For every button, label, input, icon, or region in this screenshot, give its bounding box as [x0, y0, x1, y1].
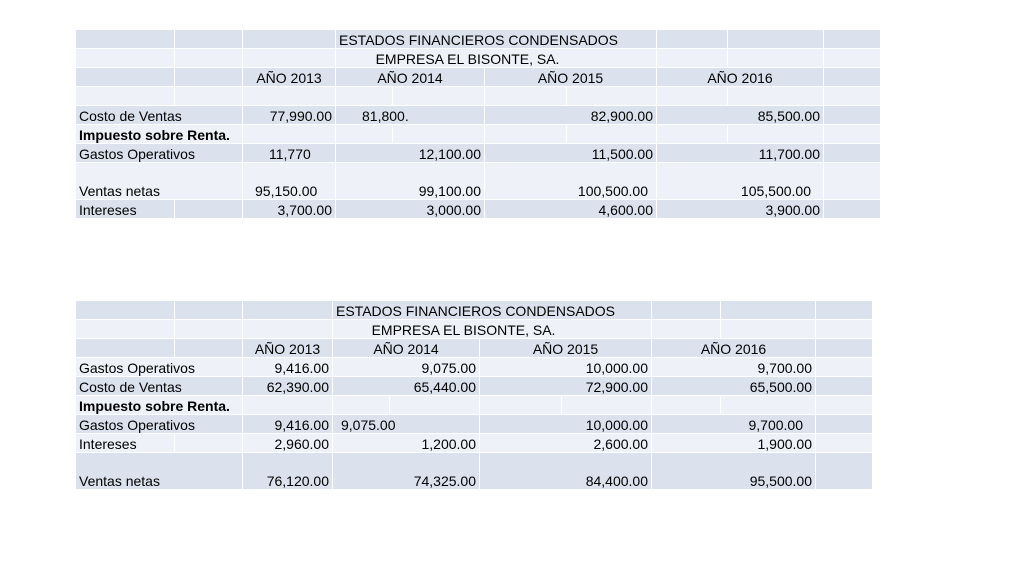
value-cell: 62,390.00 — [243, 377, 333, 396]
company-name: EMPRESA EL BISONTE, SA. — [336, 49, 657, 68]
table-row — [76, 415, 873, 434]
value-cell: 11,770 — [243, 144, 336, 163]
year-header: AÑO 2014 — [336, 68, 485, 87]
value-cell: 72,900.00 — [480, 377, 652, 396]
statement-title: ESTADOS FINANCIEROS CONDENSADOS — [336, 30, 657, 49]
table-row — [76, 144, 881, 163]
company-row — [76, 49, 881, 68]
row-label: Ventas netas — [76, 453, 243, 490]
row-label: Costo de Ventas — [76, 106, 243, 125]
year-header: AÑO 2013 — [243, 68, 336, 87]
value-cell: 10,000.00 — [480, 415, 652, 434]
value-cell: 9,416.00 — [243, 415, 333, 434]
value-cell: 4,600.00 — [485, 200, 657, 219]
year-header: AÑO 2013 — [243, 339, 333, 358]
row-label: Gastos Operativos — [76, 144, 243, 163]
value-cell: 9,075.00 — [333, 358, 480, 377]
row-label: Impuesto sobre Renta. — [76, 125, 243, 144]
value-cell: 84,400.00 — [480, 453, 652, 490]
statement-title: ESTADOS FINANCIEROS CONDENSADOS — [333, 301, 652, 320]
value-cell: 9,700.00 — [652, 415, 816, 434]
year-header: AÑO 2016 — [657, 68, 824, 87]
value-cell: 1,200.00 — [333, 434, 480, 453]
value-cell: 105,500.00 — [657, 163, 824, 200]
table-row — [76, 377, 873, 396]
value-cell: 2,600.00 — [480, 434, 652, 453]
value-cell: 3,900.00 — [657, 200, 824, 219]
year-header: AÑO 2015 — [485, 68, 657, 87]
value-cell: 9,700.00 — [652, 358, 816, 377]
value-cell: 100,500.00 — [485, 163, 657, 200]
table-row — [76, 106, 881, 125]
value-cell: 3,700.00 — [243, 200, 336, 219]
value-cell: 81,800. — [336, 106, 485, 125]
financial-statement-table-2 — [75, 300, 873, 490]
value-cell: 10,000.00 — [480, 358, 652, 377]
company-row — [76, 320, 873, 339]
table-row — [76, 396, 873, 415]
value-cell: 12,100.00 — [336, 144, 485, 163]
value-cell: 2,960.00 — [243, 434, 333, 453]
years-header-row — [76, 68, 881, 87]
year-header: AÑO 2016 — [652, 339, 816, 358]
table-row — [76, 125, 881, 144]
table-row — [76, 358, 873, 377]
year-header: AÑO 2014 — [333, 339, 480, 358]
value-cell: 9,075.00 — [333, 415, 480, 434]
table-row — [76, 200, 881, 219]
row-label: Ventas netas — [76, 163, 243, 200]
value-cell: 95,150.00 — [243, 163, 336, 200]
financial-statement-table-1 — [75, 29, 881, 219]
value-cell: 65,500.00 — [652, 377, 816, 396]
table-row — [76, 163, 881, 200]
row-label: Intereses — [76, 434, 175, 453]
table-row — [76, 434, 873, 453]
row-label: Gastos Operativos — [76, 415, 243, 434]
row-label: Gastos Operativos — [76, 358, 243, 377]
year-header: AÑO 2015 — [480, 339, 652, 358]
row-label: Intereses — [76, 200, 175, 219]
value-cell: 76,120.00 — [243, 453, 333, 490]
value-cell: 9,416.00 — [243, 358, 333, 377]
value-cell: 74,325.00 — [333, 453, 480, 490]
blank-row — [76, 87, 881, 106]
value-cell: 99,100.00 — [336, 163, 485, 200]
value-cell: 77,990.00 — [243, 106, 336, 125]
value-cell: 1,900.00 — [652, 434, 816, 453]
value-cell: 82,900.00 — [485, 106, 657, 125]
value-cell: 95,500.00 — [652, 453, 816, 490]
row-label: Costo de Ventas — [76, 377, 243, 396]
years-header-row — [76, 339, 873, 358]
row-label: Impuesto sobre Renta. — [76, 396, 243, 415]
table-row — [76, 453, 873, 490]
title-row — [76, 30, 881, 49]
value-cell: 85,500.00 — [657, 106, 824, 125]
value-cell: 3,000.00 — [336, 200, 485, 219]
value-cell: 11,700.00 — [657, 144, 824, 163]
value-cell: 11,500.00 — [485, 144, 657, 163]
title-row — [76, 301, 873, 320]
value-cell: 65,440.00 — [333, 377, 480, 396]
company-name: EMPRESA EL BISONTE, SA. — [333, 320, 652, 339]
